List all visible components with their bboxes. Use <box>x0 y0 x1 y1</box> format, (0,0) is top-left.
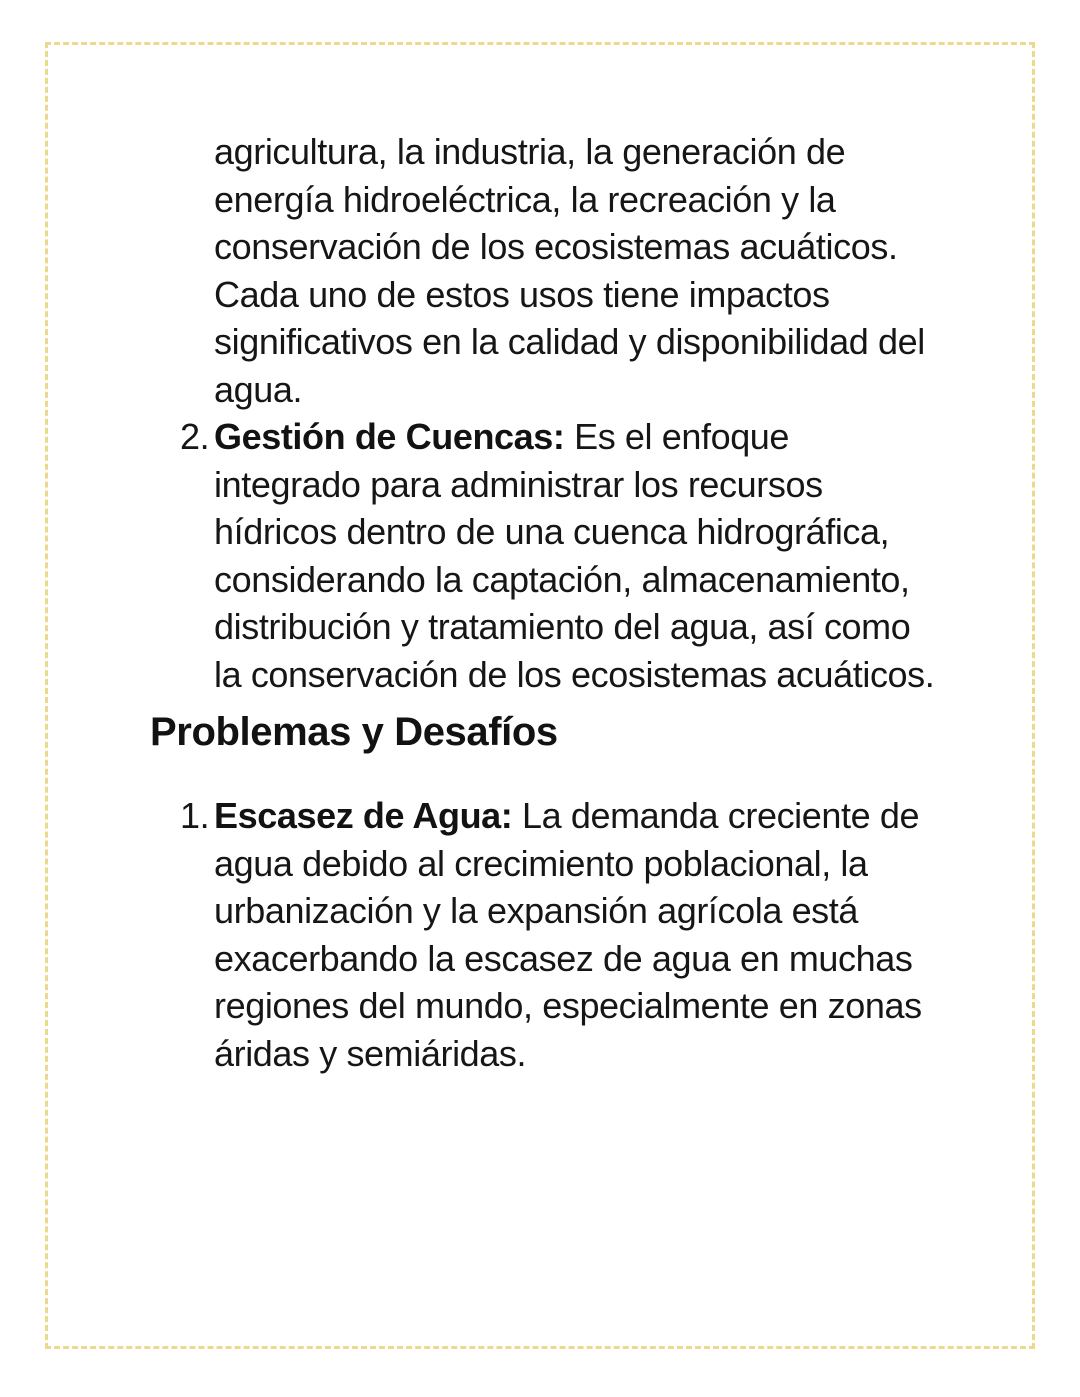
list-item-escasez-de-agua <box>150 792 945 1077</box>
list-item-number: 1. <box>180 795 210 836</box>
list-item-title: Escasez de Agua: <box>214 795 513 836</box>
list-item-body: Es el enfoque integrado para administrar los recursos hídricos dentro de una cuenca hidrográfica, considerando la captación, almacenamiento, distribución y tratamiento del agua, así como la conservación de los ecosistemas acuáticos. <box>214 416 935 695</box>
list-item-gestion-de-cuencas <box>150 413 945 698</box>
list-item-continuation-paragraph: agricultura, la industria, la generación de energía hidroeléctrica, la recreación y la conservación de los ecosistemas acuáticos. Cada uno de estos usos tiene impactos significativos en la calidad y disponibilidad del agua. <box>214 131 925 410</box>
page-content <box>150 128 945 1077</box>
section-heading: Problemas y Desafíos <box>150 710 558 754</box>
list-item-text <box>214 413 940 698</box>
list-item-body: La demanda creciente de agua debido al crecimiento poblacional, la urbanización y la expansión agrícola está exacerbando la escasez de agua en muchas regiones del mundo, especialmente en zonas áridas y semiáridas. <box>214 795 922 1074</box>
list-item-text <box>214 792 940 1077</box>
list-item-number: 2. <box>180 416 210 457</box>
list-item-title: Gestión de Cuencas: <box>214 416 565 457</box>
